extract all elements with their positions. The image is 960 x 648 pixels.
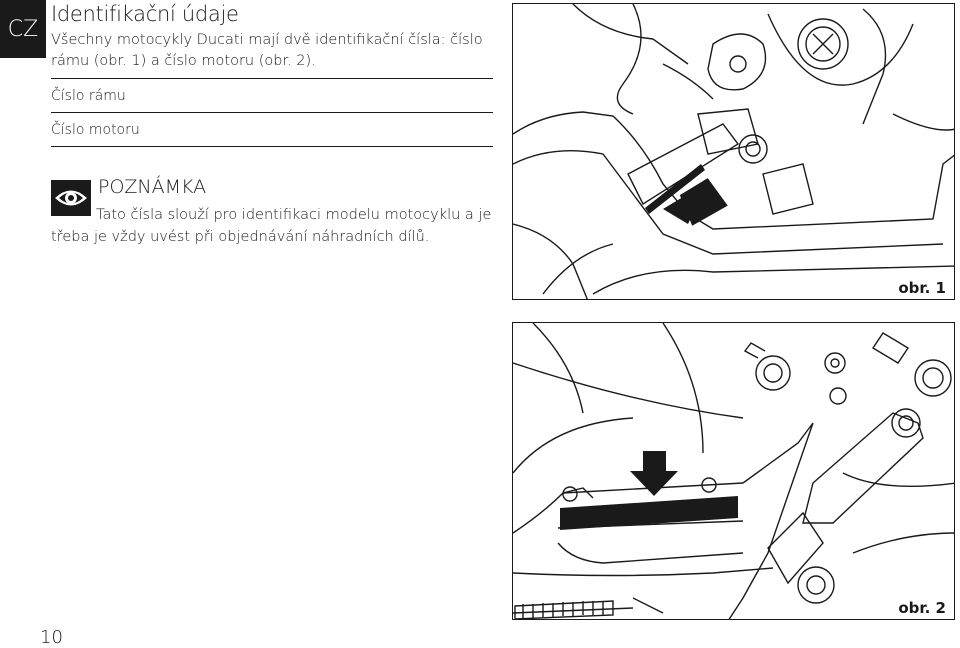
engine-number-label: Číslo motoru	[51, 122, 140, 138]
frame-number-label: Číslo rámu	[51, 88, 126, 104]
divider	[51, 112, 493, 113]
note-text: Tato čísla slouží pro identifikaci modelu motocyklu a je třeba je vždy uvést při objednávání náhradních dílů.	[51, 207, 492, 245]
page-number: 10	[40, 627, 63, 648]
engine-number-marker	[513, 323, 955, 620]
note-title: POZNÁMKA	[98, 176, 207, 198]
page-title: Identifikační údaje	[51, 2, 239, 26]
figure-frame-number	[512, 3, 955, 300]
language-tab: CZ	[0, 0, 46, 58]
intro-paragraph: Všechny motocykly Ducati mají dvě identifikační čísla: číslo rámu (obr. 1) a číslo motoru (obr. 2).	[51, 32, 483, 69]
figure-caption: obr. 2	[898, 599, 946, 617]
divider	[51, 78, 493, 79]
divider	[51, 146, 493, 147]
figure-caption: obr. 1	[898, 279, 946, 297]
frame-number-marker	[513, 4, 955, 300]
figure-engine-number	[512, 322, 955, 620]
